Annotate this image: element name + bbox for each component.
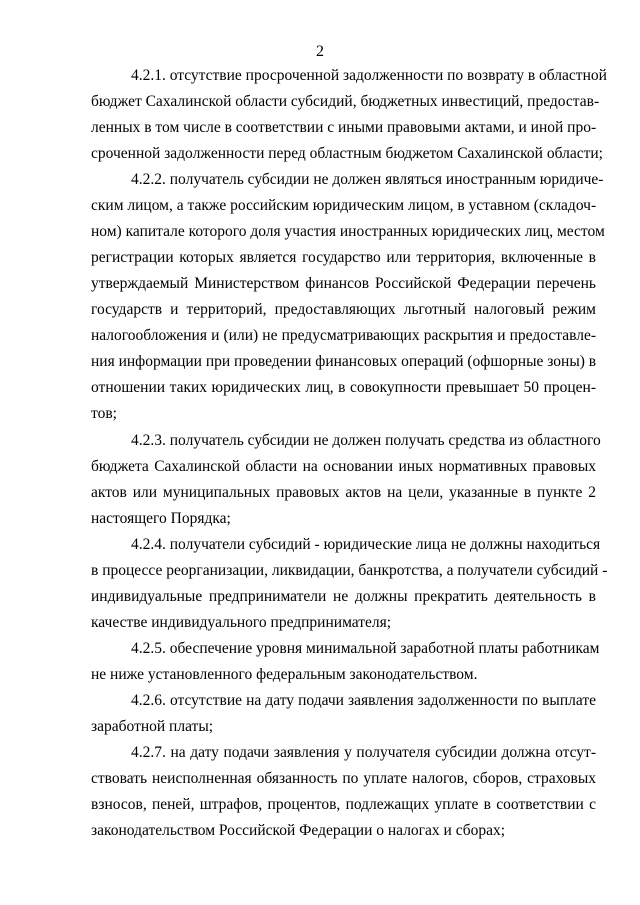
paragraph-4-2-2-line-4: регистрации которых является государство или территория, включенные в (91, 249, 596, 266)
paragraph-4-2-7-line-2: ствовать неисполненная обязанность по уплате налогов, сборов, страховых (91, 770, 596, 787)
paragraph-4-2-1-line-4: сроченной задолженности перед областным бюджетом Сахалинской области; (91, 145, 603, 162)
paragraph-4-2-7-line-4: законодательством Российской Федерации о налогах и сборах; (91, 822, 506, 839)
paragraph-4-2-7-line-1: 4.2.7. на дату подачи заявления у получателя субсидии должна отсут- (131, 744, 596, 761)
paragraph-4-2-1-line-2: бюджет Сахалинской области субсидий, бюджетных инвестиций, предостав- (91, 93, 600, 110)
paragraph-4-2-2-line-7: налогообложения и (или) не предусматривающих раскрытия и предоставле- (91, 327, 596, 344)
paragraph-4-2-2-line-10: тов; (91, 405, 117, 422)
paragraph-4-2-3-line-4: настоящего Порядка; (91, 510, 231, 527)
paragraph-4-2-2-line-1: 4.2.2. получатель субсидии не должен являться иностранным юридиче- (131, 171, 604, 188)
paragraph-4-2-3-line-2: бюджета Сахалинской области на основании иных нормативных правовых (91, 458, 596, 475)
paragraph-4-2-3-line-3: актов или муниципальных правовых актов на цели, указанные в пункте 2 (91, 484, 596, 501)
paragraph-4-2-5-line-2: не ниже установленного федеральным законодательством. (91, 666, 478, 683)
paragraph-4-2-1-line-3: ленных в том числе в соответствии с иными правовыми актами, и иной про- (91, 119, 597, 136)
paragraph-4-2-1-line-1: 4.2.1. отсутствие просроченной задолженности по возврату в областной (131, 67, 607, 84)
paragraph-4-2-5-line-1: 4.2.5. обеспечение уровня минимальной заработной платы работникам (131, 640, 600, 657)
paragraph-4-2-3-line-1: 4.2.3. получатель субсидии не должен получать средства из областного (131, 432, 601, 449)
paragraph-4-2-2-line-8: ния информации при проведении финансовых операций (офшорные зоны) в (91, 353, 597, 370)
paragraph-4-2-2-line-5: утверждаемый Министерством финансов Российской Федерации перечень (91, 275, 596, 292)
page-number: 2 (316, 43, 324, 60)
paragraph-4-2-6-line-2: заработной платы; (91, 718, 214, 735)
paragraph-4-2-4-line-3: индивидуальные предприниматели не должны прекратить деятельность в (91, 588, 596, 605)
paragraph-4-2-4-line-2: в процессе реорганизации, ликвидации, банкротства, а получатели субсидий - (91, 562, 608, 579)
paragraph-4-2-2-line-9: отношении таких юридических лиц, в совокупности превышает 50 процен- (91, 379, 596, 396)
paragraph-4-2-4-line-4: качестве индивидуального предпринимателя; (91, 614, 392, 631)
paragraph-4-2-2-line-6: государств и территорий, предоставляющих льготный налоговый режим (91, 301, 596, 318)
paragraph-4-2-2-line-2: ским лицом, а также российским юридическим лицом, в уставном (складоч- (91, 197, 597, 214)
paragraph-4-2-2-line-3: ном) капитале которого доля участия иностранных юридических лиц, местом (91, 223, 605, 240)
paragraph-4-2-7-line-3: взносов, пеней, штрафов, процентов, подлежащих уплате в соответствии с (91, 796, 596, 813)
paragraph-4-2-6-line-1: 4.2.6. отсутствие на дату подачи заявления задолженности по выплате (131, 692, 596, 709)
paragraph-4-2-4-line-1: 4.2.4. получатели субсидий - юридические лица не должны находиться (131, 536, 601, 553)
